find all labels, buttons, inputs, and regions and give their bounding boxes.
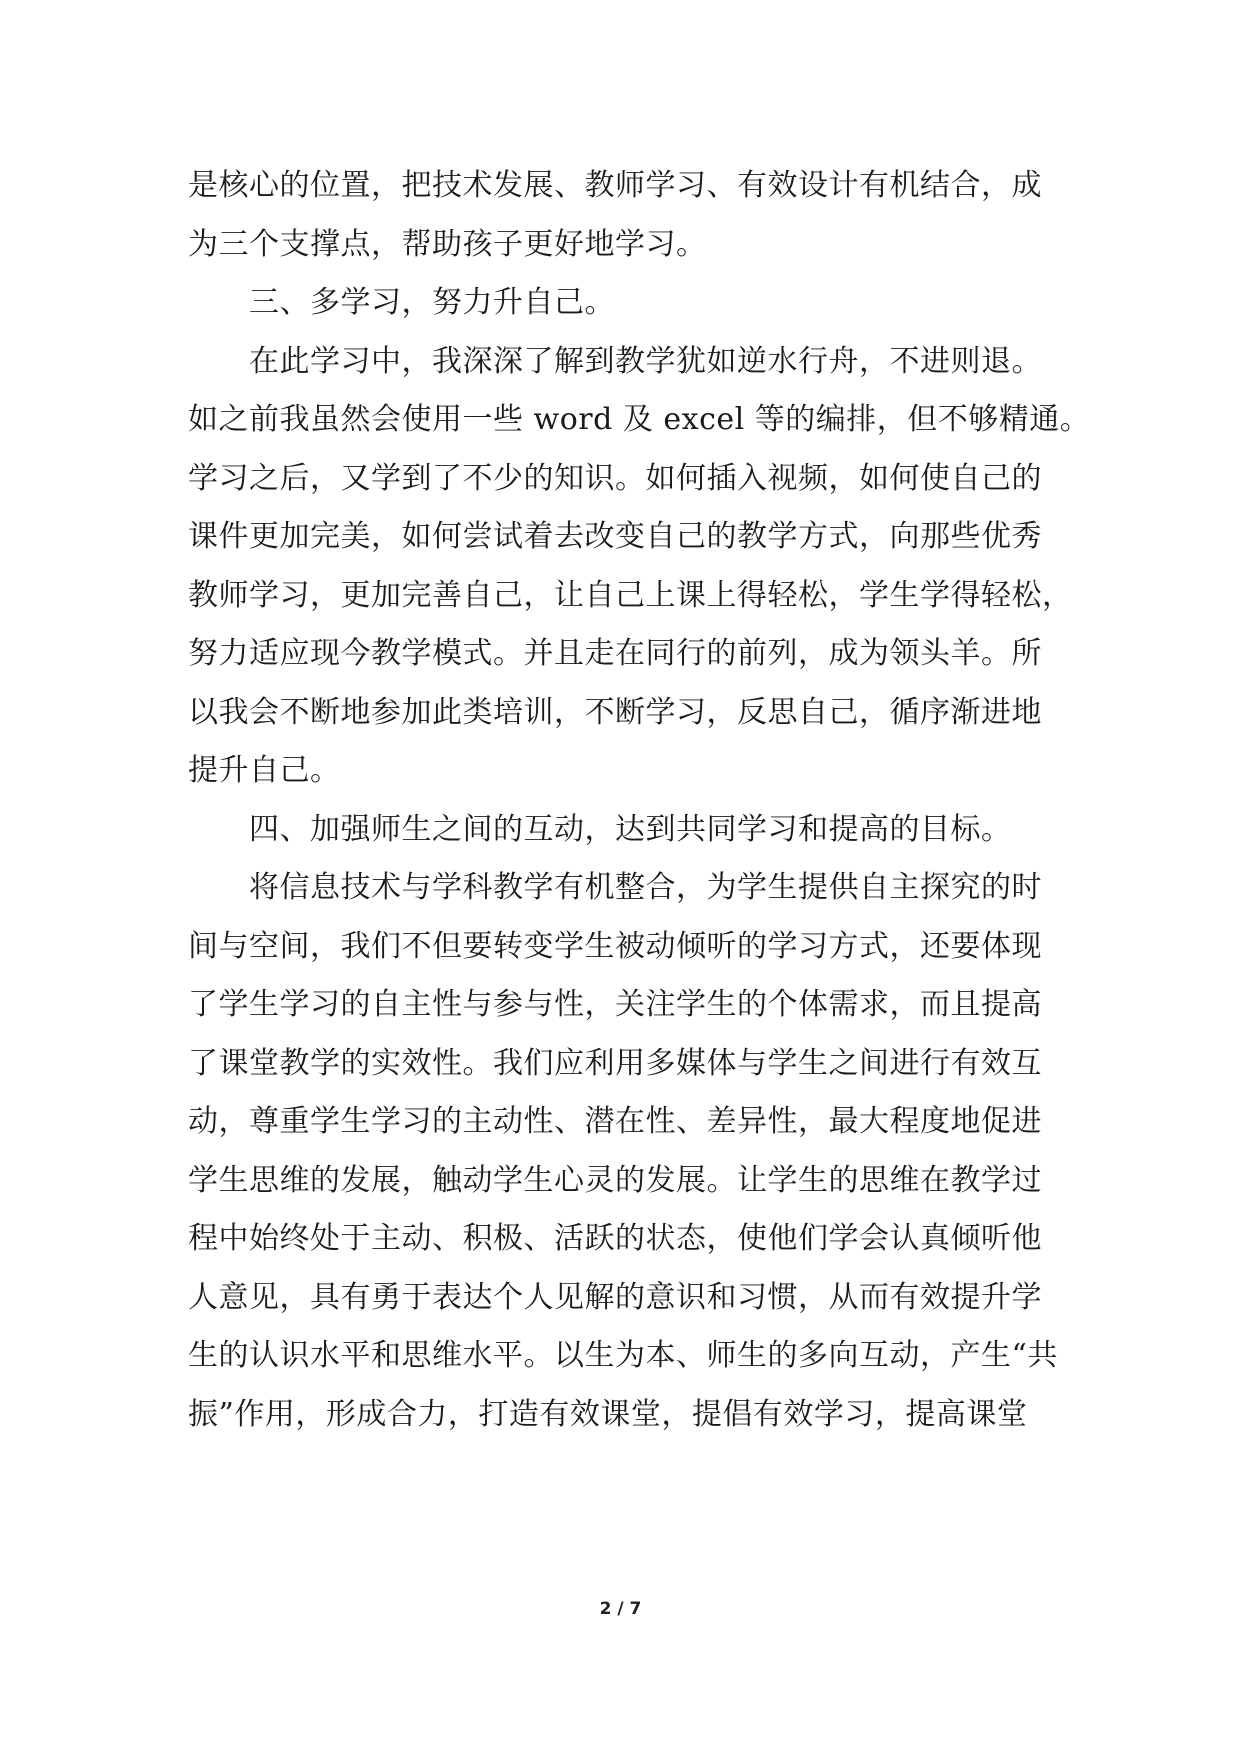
- text-line: 将信息技术与学科教学有机整合，为学生提供自主探究的时: [188, 870, 1042, 905]
- text-line: 努力适应现今教学模式。并且走在同行的前列，成为领头羊。所: [188, 636, 1042, 671]
- section-heading: 三、多学习，努力升自己。: [188, 285, 615, 320]
- text-line: 动，尊重学生学习的主动性、潜在性、差异性，最大程度地促进: [188, 1104, 1042, 1139]
- text-line: 以我会不断地参加此类培训，不断学习，反思自己，循序渐进地: [188, 695, 1042, 730]
- page-number: 2 / 7: [599, 1599, 642, 1619]
- text-line: 提升自己。: [188, 753, 341, 788]
- text-line: 程中始终处于主动、积极、活跃的状态，使他们学会认真倾听他: [188, 1221, 1042, 1256]
- section-heading: 四、加强师生之间的互动，达到共同学习和提高的目标。: [188, 812, 1012, 847]
- text-line: 在此学习中，我深深了解到教学犹如逆水行舟，不进则退。: [188, 344, 1042, 379]
- text-line: 教师学习，更加完善自己，让自己上课上得轻松，学生学得轻松，: [188, 578, 1073, 613]
- text-line: 振”作用，形成合力，打造有效课堂，提倡有效学习，提高课堂: [188, 1397, 1028, 1432]
- text-line: 了学生学习的自主性与参与性，关注学生的个体需求，而且提高: [188, 987, 1042, 1022]
- text-line: 为三个支撑点，帮助孩子更好地学习。: [188, 227, 707, 262]
- text-line: 学习之后，又学到了不少的知识。如何插入视频，如何使自己的: [188, 461, 1042, 496]
- text-line: 间与空间，我们不但要转变学生被动倾听的学习方式，还要体现: [188, 929, 1042, 964]
- text-line: 如之前我虽然会使用一些 word 及 excel 等的编排，但不够精通。: [188, 402, 1091, 437]
- text-line: 人意见，具有勇于表达个人见解的意识和习惯，从而有效提升学: [188, 1280, 1042, 1315]
- text-line: 学生思维的发展，触动学生心灵的发展。让学生的思维在教学过: [188, 1163, 1042, 1198]
- text-line: 生的认识水平和思维水平。以生为本、师生的多向互动，产生“共: [188, 1338, 1058, 1373]
- text-line: 了课堂教学的实效性。我们应利用多媒体与学生之间进行有效互: [188, 1046, 1042, 1081]
- text-line: 课件更加完美，如何尝试着去改变自己的教学方式，向那些优秀: [188, 519, 1042, 554]
- text-line: 是核心的位置，把技术发展、教师学习、有效设计有机结合，成: [188, 168, 1042, 203]
